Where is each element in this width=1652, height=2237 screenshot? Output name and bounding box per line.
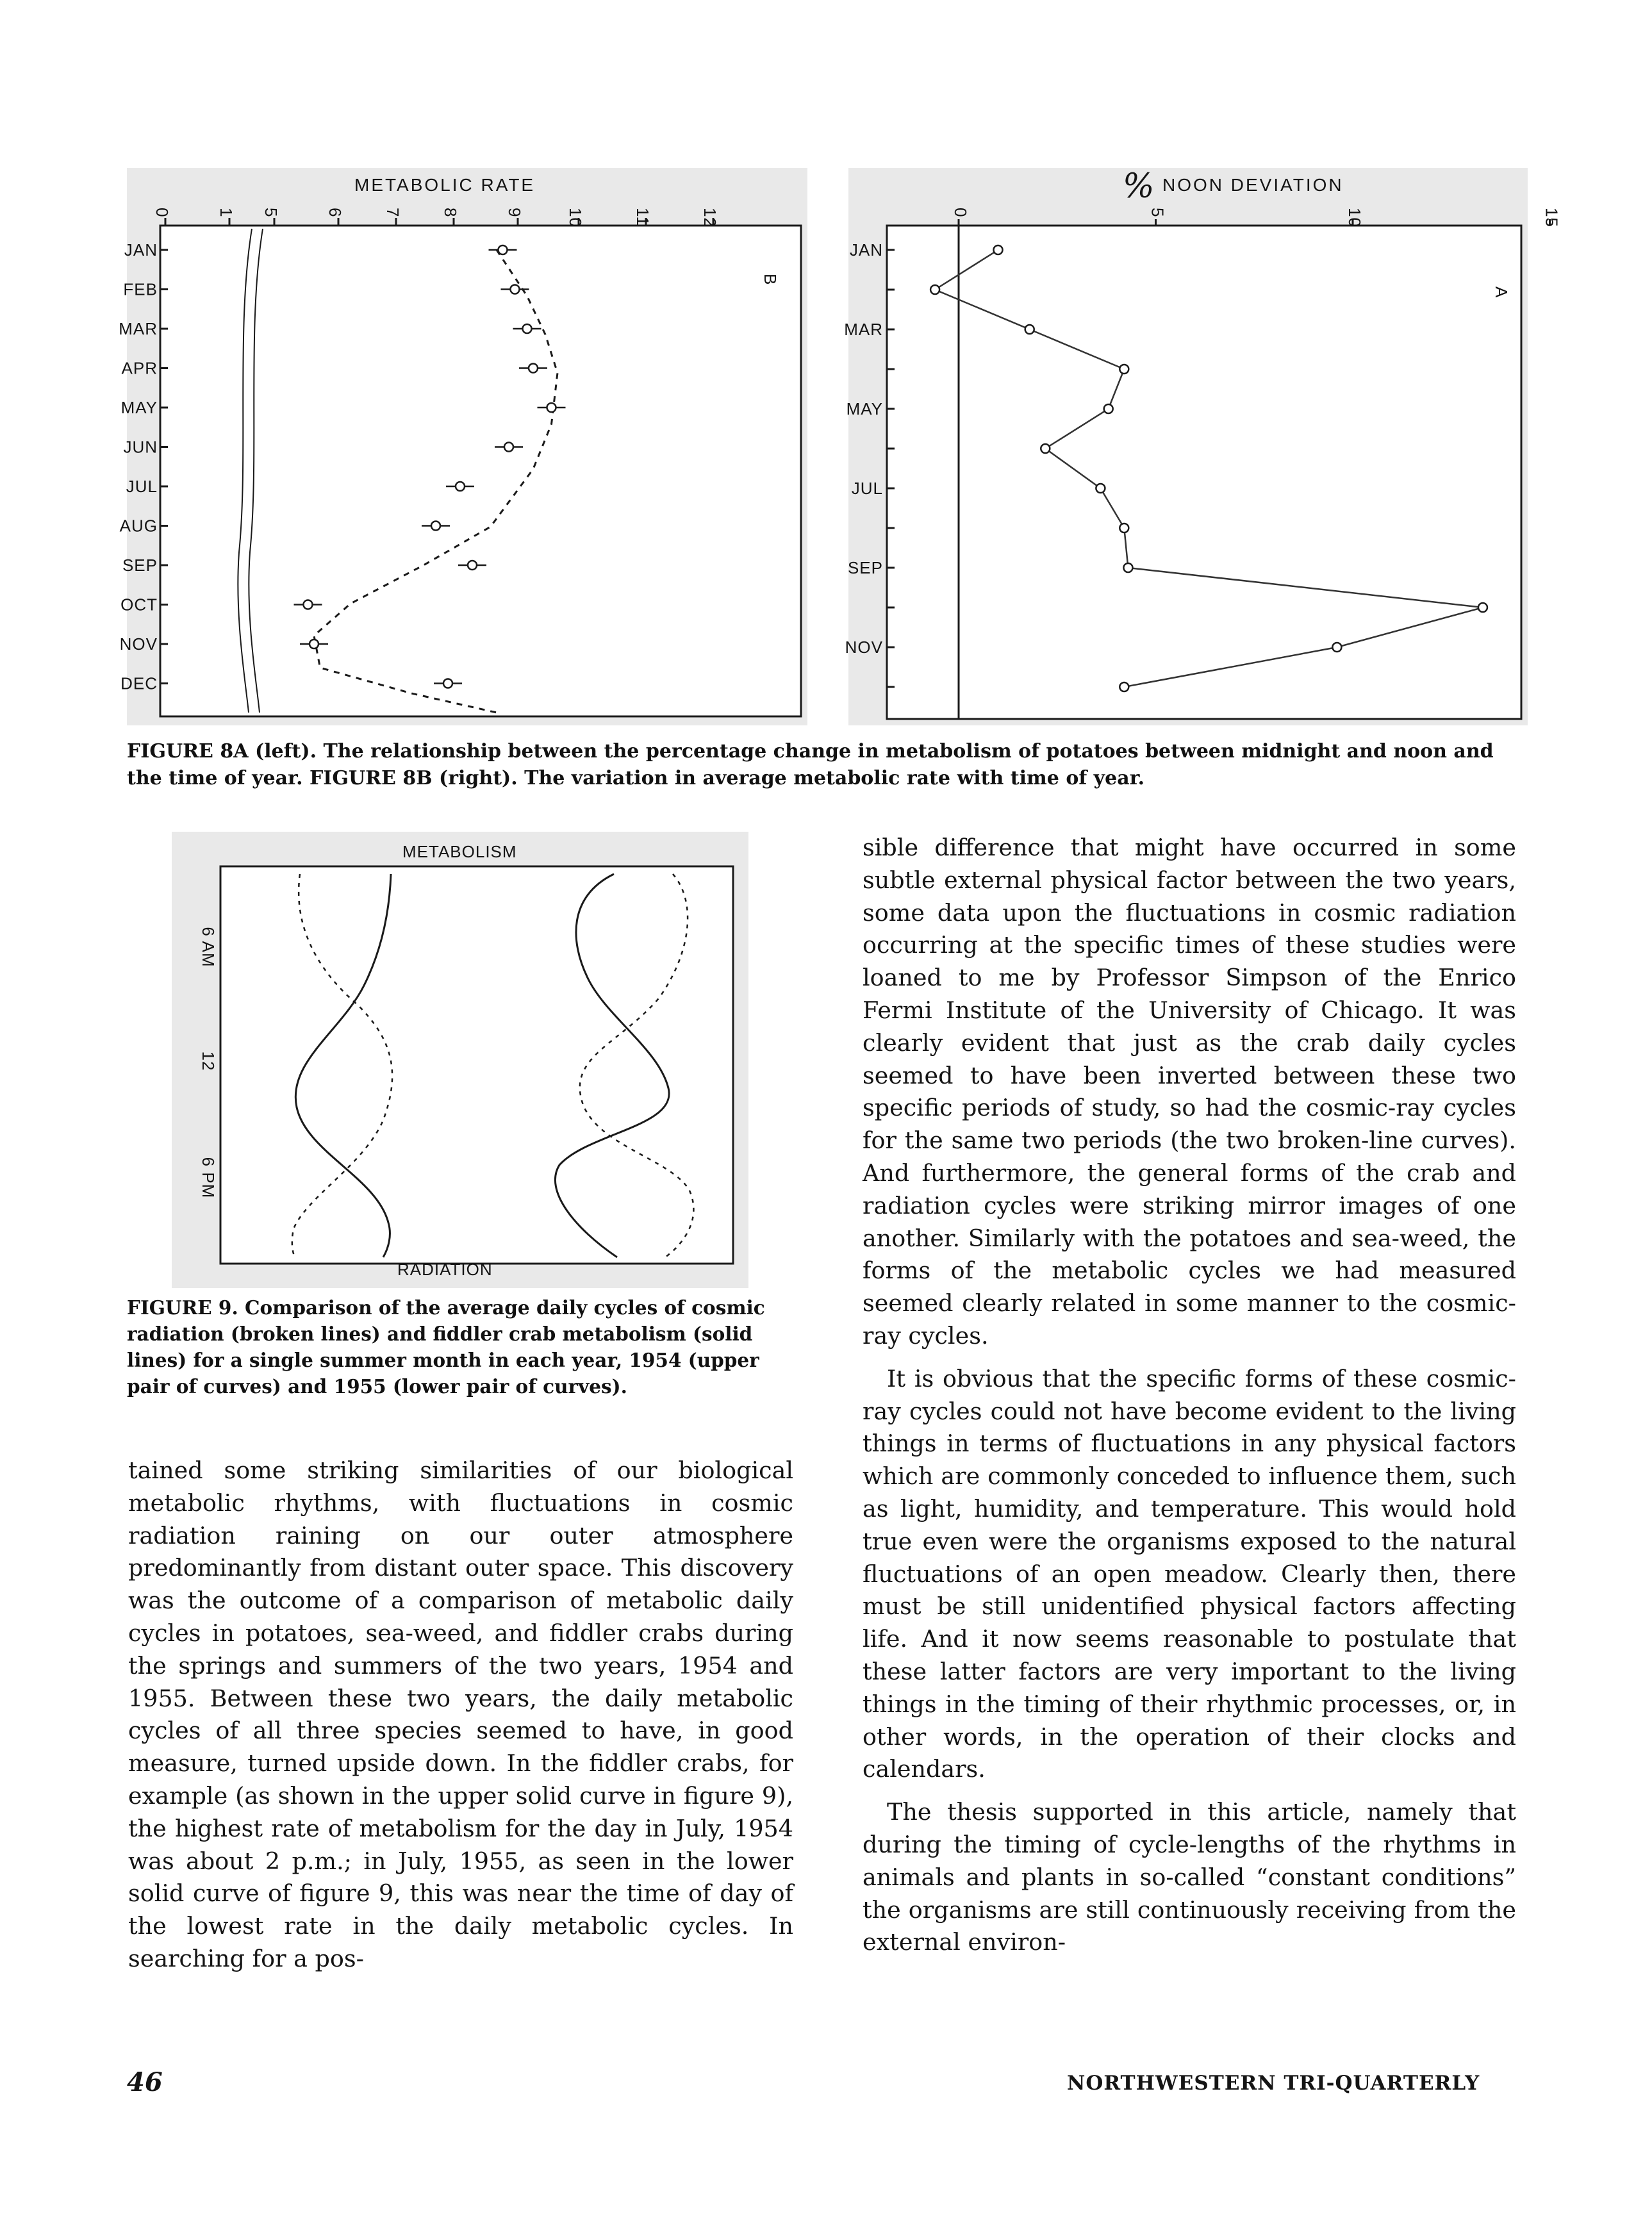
- figure-8-left-data-point: [310, 640, 318, 648]
- figure-8-left-axis-title: METABOLIC RATE: [354, 175, 536, 195]
- figure-8-left-tick-label: 10: [566, 208, 585, 227]
- figure-8-left-month-label: JAN: [124, 240, 158, 260]
- body-paragraph: The thesis supported in this article, namely that during the timing of cycle-lengths of the rhythms in animals and plants in so-called “constant conditions” the organisms are still continuously receiving from the external environ-: [863, 1798, 1516, 1956]
- figure-9-time-label: 6 PM: [199, 1157, 218, 1199]
- figure-8-left-month-label: FEB: [123, 279, 158, 299]
- figure-8-right-tick-label: 0: [951, 208, 970, 218]
- figure-8-left-data-point: [529, 364, 538, 373]
- figure-8-right-panel-letter: A: [1492, 286, 1511, 299]
- figure-8-left-panel-letter: B: [761, 274, 780, 286]
- figure-8-right-data-point: [994, 245, 1003, 254]
- figure-8-right-chart: [844, 167, 1562, 725]
- body-text-left-column: [128, 1455, 793, 1986]
- figure-8-left-tick-label: 7: [383, 208, 402, 218]
- figure-8-right-data-point: [1096, 484, 1105, 493]
- figure-9-time-label: 12: [199, 1051, 218, 1071]
- figure-8-right-tick-label: 15: [1542, 208, 1562, 227]
- figure-8-right-month-label: MAR: [844, 320, 883, 339]
- figure-8-left-data-point: [504, 443, 513, 452]
- figure-8-right-tick-label: 10: [1345, 208, 1364, 227]
- figure-8-left-data-point: [304, 600, 313, 609]
- figure-8-right-data-point: [1478, 603, 1487, 612]
- figure-9-chart: [172, 832, 748, 1288]
- body-paragraph: It is obvious that the specific forms of these cosmic-ray cycles could not have become evident to the living things in terms of fluctuations in any physical factors which are commonly conceded to influence them, such as light, humidity, and temperature. This would hold true even were the organisms exposed to the natural fluctuations of an open meadow. Clearly then, there must be still unidentified physical factors affecting life. And it now seems reasonable to postulate that these latter factors are very important to the living things in the timing of their rhythmic processes, or, in other words, in the operation of their clocks and calendars.: [863, 1364, 1516, 1783]
- figure-9-top-label: METABOLISM: [402, 842, 517, 861]
- figure-8-right-tick-label: 5: [1148, 208, 1168, 218]
- figure-8-left-tick-label: 0: [153, 208, 172, 218]
- figure-8-right-data-point: [1104, 404, 1113, 413]
- figure-8-right-data-point: [1119, 524, 1128, 532]
- figure-9-plot-frame: [220, 866, 733, 1264]
- figure-9: [172, 832, 748, 1288]
- figure-8-left-data-point: [443, 679, 452, 688]
- body-paragraph: sible difference that might have occurred in some subtle external physical factor between the two years, some data upon the fluctuations in cosmic radiation occurring at the specific times of these studies were loaned to me by Professor Simpson of the Enrico Fermi Institute of the University of Chicago. It was clearly evident that just as the crab daily cycles seemed to have been inverted between these two specific periods of study, so had the cosmic-ray cycles for the same two periods (the two broken-line curves). And furthermore, the general forms of the crab and radiation cycles were striking mirror images of one another. Similarly with the potatoes and sea-weed, the forms of the metabolic cycles we had measured seemed clearly related in some manner to the cosmic-ray cycles.: [863, 834, 1516, 1350]
- figure-8-right-data-point: [1025, 325, 1034, 334]
- figure-8-right-month-label: NOV: [845, 638, 883, 657]
- figure-8-right-month-label: SEP: [847, 558, 883, 577]
- figure-8-right-data-point: [1119, 682, 1128, 691]
- figure-8-left-tick-label: 1: [217, 208, 236, 218]
- body-text-right-column: [863, 832, 1516, 1969]
- figure-8-left-month-label: NOV: [119, 634, 158, 654]
- figure-8-left-month-label: MAY: [120, 398, 158, 417]
- figure-8-left-data-point: [547, 403, 556, 412]
- figure-8-right-percent-glyph: %: [1123, 167, 1155, 206]
- figure-8-right: [844, 167, 1562, 725]
- figure-8-left-month-label: APR: [121, 358, 158, 378]
- figure-9-caption: FIGURE 9. Comparison of the average daily cycles of cosmic radiation (broken lines) and fiddler crab metabolism (solid lines) for a single summer month in each year, 1954 (upper pair of curves) and 1955 (lower pair of curves).: [127, 1296, 765, 1398]
- figure-8-right-month-label: JUL: [851, 479, 883, 498]
- figure-8-right-data-point: [930, 285, 939, 294]
- figure-9-time-label: 6 AM: [199, 927, 218, 968]
- figure-8-left-tick-label: 12: [700, 208, 720, 227]
- figure-8-right-data-point: [1119, 365, 1128, 374]
- figure-8-right-month-label: MAY: [846, 399, 883, 418]
- body-paragraph: tained some striking similarities of our biological metabolic rhythms, with fluctuations in cosmic radiation raining on our outer atmosphere predominantly from distant outer space. This discovery was the outcome of a comparison of metabolic daily cycles in potatoes, sea-weed, and fiddler crabs during the springs and summers of the two years, 1954 and 1955. Between these two years, the daily metabolic cycles of all three species seemed to have, in good measure, turned upside down. In the fiddler crabs, for example (as shown in the upper solid curve in figure 9), the highest rate of metabolism for the day in July, 1954 was about 2 p.m.; in July, 1955, as seen in the lower solid curve of figure 9, this was near the time of day of the lowest rate in the daily metabolic cycles. In searching for a pos-: [128, 1457, 793, 1972]
- figure-8-right-month-label: JAN: [849, 240, 883, 260]
- figure-8-left-month-label: SEP: [122, 556, 158, 575]
- running-head: NORTHWESTERN TRI-QUARTERLY: [1067, 2072, 1480, 2095]
- figure-8-left-data-point: [431, 522, 440, 531]
- figure-8-left-month-label: OCT: [120, 595, 158, 615]
- figure-8-right-data-point: [1123, 563, 1132, 572]
- figure-8-left-data-point: [456, 482, 465, 491]
- figure-8-left-tick-label: 11: [633, 208, 652, 226]
- figure-8-left: [119, 168, 807, 725]
- figure-9-bottom-label: RADIATION: [397, 1260, 493, 1279]
- figure-8-left-tick-label: 5: [261, 208, 281, 218]
- figure-8-right-data-point: [1332, 643, 1341, 652]
- figure-8-left-tick-label: 6: [326, 208, 345, 218]
- page-number: 46: [127, 2067, 163, 2097]
- figure-8-left-chart: [119, 168, 807, 725]
- figure-8-left-month-label: AUG: [119, 516, 158, 536]
- figure-8-left-month-label: JUL: [126, 477, 158, 496]
- figure-8-left-data-point: [499, 245, 508, 254]
- figure-8-right-plot-frame: [887, 226, 1521, 719]
- figure-8-left-month-label: DEC: [120, 673, 158, 693]
- figure-8-left-data-point: [468, 561, 477, 570]
- figure-8-left-data-point: [523, 324, 532, 333]
- figure-8-left-month-label: JUN: [123, 437, 158, 457]
- figure-8-left-data-point: [511, 285, 520, 294]
- figure-8-caption: FIGURE 8A (left). The relationship between the percentage change in metabolism of potatoes between midnight and noon and the time of year. FIGURE 8B (right). The variation in average metabolic rate with time of year.: [127, 740, 1494, 789]
- figure-8-right-axis-title: NOON DEVIATION: [1162, 175, 1344, 195]
- figure-8-left-month-label: MAR: [119, 319, 158, 338]
- figure-8-left-tick-label: 9: [505, 208, 524, 218]
- figure-8-left-tick-label: 8: [441, 208, 460, 218]
- figure-8-right-data-point: [1041, 444, 1050, 453]
